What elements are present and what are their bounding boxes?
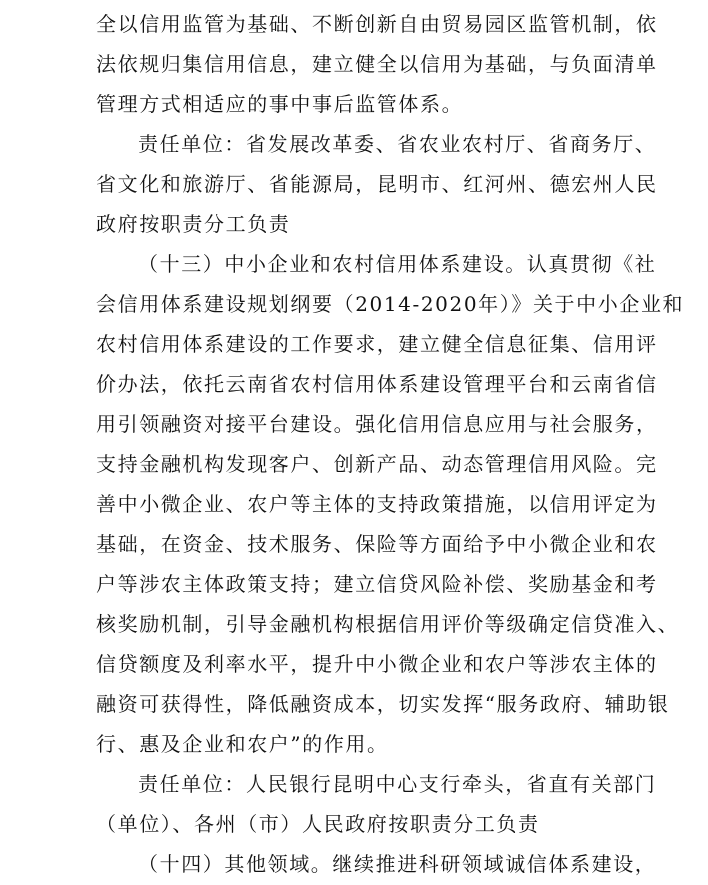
text-line: 用引领融资对接平台建设。强化信用信息应用与社会服务， [96, 412, 658, 436]
text-line: 法依规归集信用信息，建立健全以信用为基础，与负面清单 [96, 52, 658, 76]
text-line: 省文化和旅游厅、省能源局，昆明市、红河州、德宏州人民 [96, 172, 658, 196]
text-line: （单位）、各州（市）人民政府按职责分工负责 [96, 812, 540, 836]
text-line: 善中小微企业、农户等主体的支持政策措施，以信用评定为 [96, 492, 658, 516]
text-line: 农村信用体系建设的工作要求，建立健全信息征集、信用评 [96, 332, 658, 356]
text-line: 价办法，依托云南省农村信用体系建设管理平台和云南省信 [96, 372, 658, 396]
text-line: 基础，在资金、技术服务、保险等方面给予中小微企业和农 [96, 532, 658, 556]
responsibility-line: 责任单位：省发展改革委、省农业农村厅、省商务厅、 [138, 132, 657, 156]
text-line: 融资可获得性，降低融资成本，切实发挥“服务政府、辅助银 [96, 692, 670, 716]
text-line: 全以信用监管为基础、不断创新自由贸易园区监管机制，依 [96, 12, 658, 36]
text-line: 管理方式相适应的事中事后监管体系。 [96, 92, 464, 116]
text-line: 户等涉农主体政策支持；建立信贷风险补偿、奖励基金和考 [96, 572, 658, 596]
section-heading-14: （十四）其他领域。继续推进科研领域诚信体系建设， [138, 852, 657, 876]
section-heading-13: （十三）中小企业和农村信用体系建设。认真贯彻《社 [138, 252, 657, 276]
text-line: 行、惠及企业和农户”的作用。 [96, 732, 389, 756]
text-line: 核奖励机制，引导金融机构根据信用评价等级确定信贷准入、 [96, 612, 680, 636]
text-line: 会信用体系建设规划纲要（2014-2020年）》关于中小企业和 [96, 292, 685, 316]
responsibility-line: 责任单位：人民银行昆明中心支行牵头，省直有关部门 [138, 772, 657, 796]
text-line: 政府按职责分工负责 [96, 212, 291, 236]
text-line: 支持金融机构发现客户、创新产品、动态管理信用风险。完 [96, 452, 658, 476]
text-line: 信贷额度及利率水平，提升中小微企业和农户等涉农主体的 [96, 652, 658, 676]
